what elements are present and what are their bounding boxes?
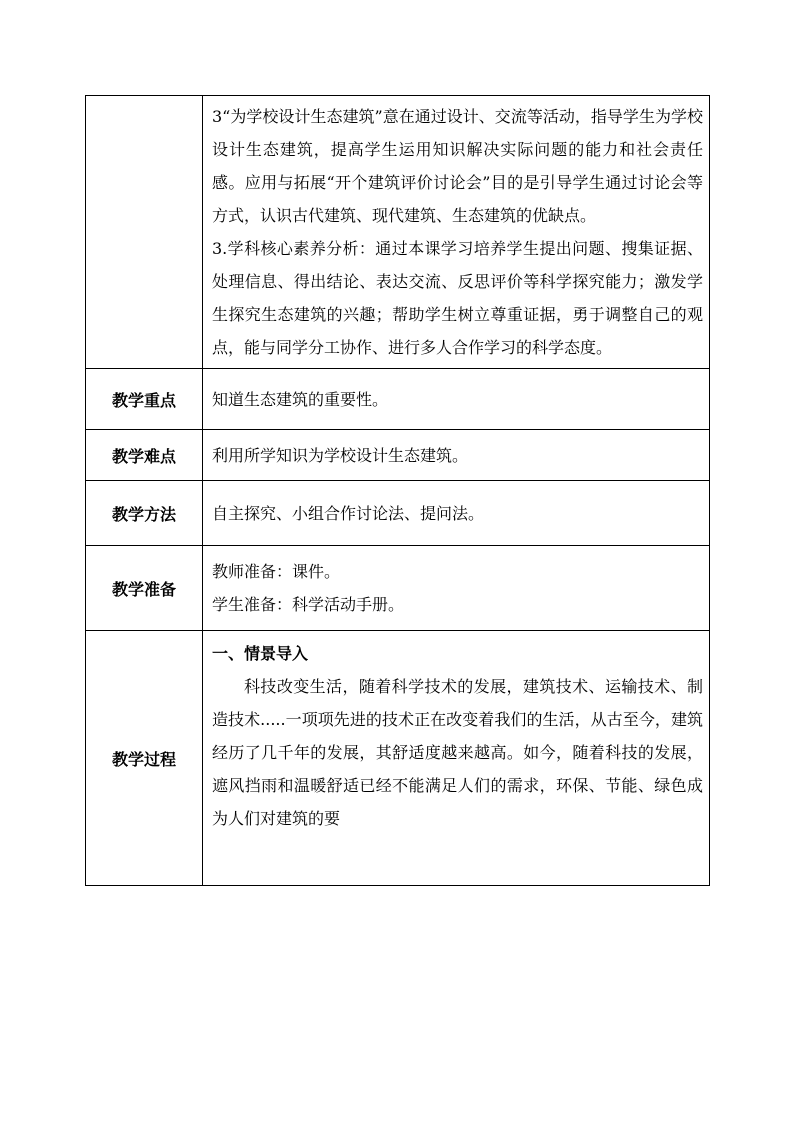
lesson-plan-table [85, 95, 710, 886]
section-heading-intro: 一、情景导入 [212, 644, 309, 663]
table-row-design-intent [86, 96, 710, 369]
paragraph-difficulties: 利用所学知识为学校设计生态建筑。 [212, 445, 469, 465]
row-label-empty [86, 96, 203, 369]
row-label-key-points: 教学重点 [86, 369, 203, 430]
paragraph-intro: 科技改变生活，随着科学技术的发展，建筑技术、运输技术、制造技术.....一项项先进的技术正在改变着我们的生活，从古至今，建筑经历了几千年的发展，其舒适度越来越高。如今，随着科技的发展，遮风挡雨和温暖舒适已经不能满足人们的需求，环保、节能、绿色成为人们对建筑的要 [212, 677, 703, 828]
row-label-methods: 教学方法 [86, 481, 203, 546]
paragraph-key-points: 知道生态建筑的重要性。 [212, 389, 389, 409]
paragraph-teacher-prep: 教师准备：课件。 [212, 562, 341, 581]
table-row-preparation [86, 546, 710, 631]
table-row-process [86, 631, 710, 886]
table-row-key-points [86, 369, 710, 430]
row-label-difficulties: 教学难点 [86, 430, 203, 481]
row-content-preparation [203, 546, 710, 631]
row-content-key-points [203, 369, 710, 430]
row-content-methods [203, 481, 710, 546]
paragraph-student-prep: 学生准备：科学活动手册。 [212, 595, 405, 614]
row-content-difficulties [203, 430, 710, 481]
row-label-preparation: 教学准备 [86, 546, 203, 631]
table-row-difficulties [86, 430, 710, 481]
row-content-design-intent [203, 96, 710, 369]
row-content-process [203, 631, 710, 886]
paragraph-core-literacy: 3.学科核心素养分析：通过本课学习培养学生提出问题、搜集证据、处理信息、得出结论、表达交流、反思评价等科学探究能力；激发学生探究生态建筑的兴趣；帮助学生树立尊重证据，勇于调整自己的观点，能与同学分工协作、进行多人合作学习的科学态度。 [212, 239, 703, 357]
paragraph-design-intent: 3“为学校设计生态建筑”意在通过设计、交流等活动，指导学生为学校设计生态建筑，提高学生运用知识解决实际问题的能力和社会责任感。应用与拓展“开个建筑评价讨论会”目的是引导学生通过讨论会等方式，认识古代建筑、现代建筑、生态建筑的优缺点。 [212, 107, 703, 225]
row-label-process: 教学过程 [86, 631, 203, 886]
table-row-methods [86, 481, 710, 546]
paragraph-methods: 自主探究、小组合作讨论法、提问法。 [212, 503, 485, 523]
